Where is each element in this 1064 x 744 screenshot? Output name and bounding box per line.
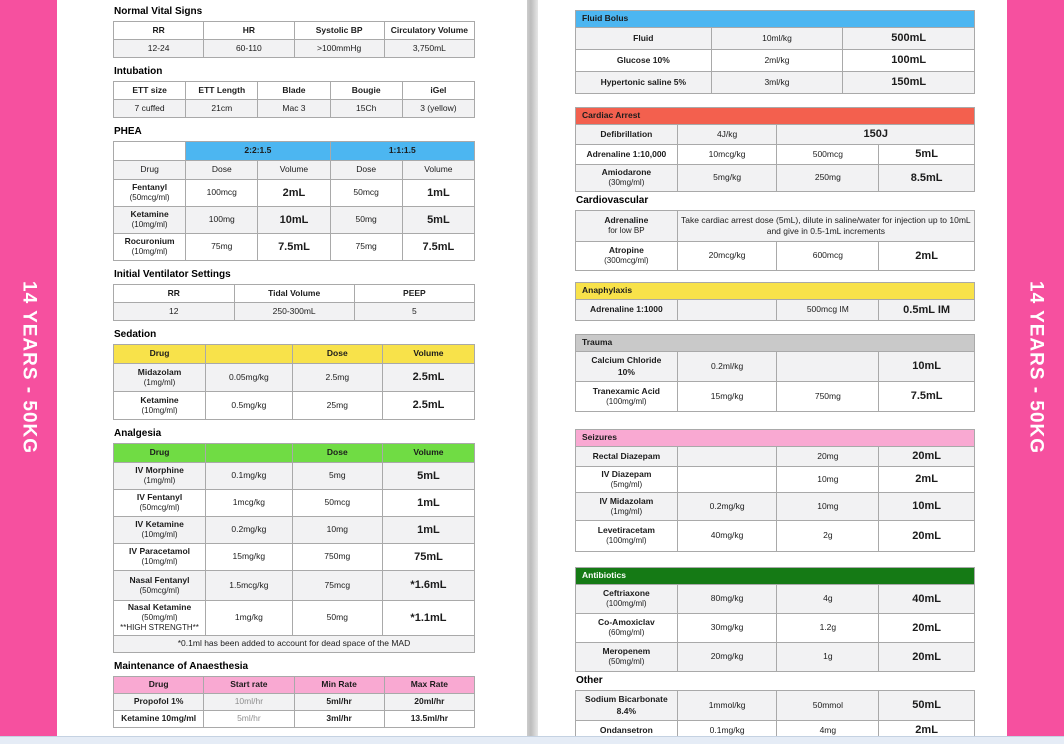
section-title-analgesia: Analgesia [114,428,162,439]
table-row [576,211,975,242]
table-cell: 250-300mL [234,303,354,321]
column-header: Min Rate [294,676,384,693]
table-cell [677,467,777,493]
table-cell: 750mg [292,544,382,571]
drug-cell: Nasal Ketamine (50mg/ml) **HIGH STRENGTH** [114,601,206,636]
column-header: Volume [258,161,330,180]
table-cell: Mac 3 [258,100,330,118]
table-row [114,544,475,571]
drug-cell: Ondansetron [576,721,678,741]
drug-cell: Nasal Fentanyl (50mcg/ml) [114,571,206,601]
volume-cell: 150mL [843,72,975,94]
table-cell: 15Ch [330,100,402,118]
table-row [114,517,475,544]
table-cell: 20mg [777,447,879,467]
table-row [114,601,475,636]
volume-cell: 2.5mL [382,364,474,392]
column-header: Volume [382,444,474,463]
page-left [0,0,527,736]
table-row [114,490,475,517]
table-cell: 0.1mg/kg [206,463,293,490]
table-row [576,125,975,145]
table-row [576,72,975,94]
table-cell: 60-110 [204,40,294,58]
table-row [576,568,975,585]
table-cell: 75mg [186,234,258,261]
table-cell: 10mg [777,467,879,493]
drug-cell: Glucose 10% [576,50,712,72]
table-row [114,100,475,118]
section-title-normal-vital-signs: Normal Vital Signs [114,6,203,17]
volume-cell: 20mL [879,521,975,552]
drug-cell: Calcium Chloride 10% [576,352,678,382]
table-row [576,643,975,672]
drug-cell: Rocuronium (10mg/ml) [114,234,186,261]
column-header: Dose [292,444,382,463]
age-weight-banner-left [0,0,57,736]
table-cell [206,444,293,463]
table-row [114,364,475,392]
table-cell: 20ml/hr [384,693,474,710]
table-row [114,285,475,303]
drug-cell: Ketamine (10mg/ml) [114,207,186,234]
phea-table [113,141,475,261]
drug-cell: Rectal Diazepam [576,447,678,467]
table-cell: 10ml/hr [204,693,294,710]
table-row [114,463,475,490]
table-row [114,142,475,161]
table-cell: 5ml/hr [294,693,384,710]
table-cell: 4mg [777,721,879,741]
drug-cell: IV Fentanyl (50mcg/ml) [114,490,206,517]
table-cell [677,300,777,321]
seizures-table [575,429,975,552]
drug-cell: IV Morphine (1mg/ml) [114,463,206,490]
volume-cell: 10mL [879,352,975,382]
table-row [114,635,475,652]
volume-cell: 100mL [843,50,975,72]
table-cell: 500mcg [777,145,879,165]
volume-cell: 75mL [382,544,474,571]
fluid-bolus-table [575,10,975,94]
volume-cell: 20mL [879,643,975,672]
table-row [576,108,975,125]
table-cell: 2g [777,521,879,552]
section-other [575,675,975,741]
table-cell: 50mmol [777,691,879,721]
column-header: ETT Length [186,82,258,100]
volume-cell: 2.5mL [382,392,474,420]
table-cell: 4g [777,585,879,614]
table-row [114,392,475,420]
column-header: Tidal Volume [234,285,354,303]
volume-cell: 10mL [258,207,330,234]
table-cell: 25mg [292,392,382,420]
column-header: Bougie [330,82,402,100]
drug-cell: Fluid [576,28,712,50]
volume-cell: 8.5mL [879,165,975,192]
volume-cell: 1mL [382,490,474,517]
table-cell [206,345,293,364]
table-cell [777,352,879,382]
volume-cell: 7.5mL [258,234,330,261]
section-header-bar: Seizures [576,430,975,447]
table-row [576,28,975,50]
table-row [576,335,975,352]
anaphylaxis-table [575,282,975,321]
footnote-cell: *0.1ml has been added to account for dead space of the MAD [114,635,475,652]
table-row [114,207,475,234]
volume-cell: 5mL [402,207,474,234]
table-row [114,303,475,321]
section-title-maintenance-of-anaesthesia: Maintenance of Anaesthesia [114,660,249,672]
drug-cell: Adrenaline 1:1000 [576,300,678,321]
ratio-header: 2:2:1.5 [186,142,330,161]
volume-cell: 2mL [879,467,975,493]
table-cell: 20mcg/kg [677,242,777,271]
column-header: Drug [114,444,206,463]
section-intubation [113,66,475,118]
table-row [576,165,975,192]
table-row [114,82,475,100]
section-title-sedation: Sedation [114,329,157,340]
right-page-content [575,8,975,741]
volume-cell: 10mL [879,493,975,521]
table-cell: 1g [777,643,879,672]
volume-cell: 20mL [879,447,975,467]
table-row [114,710,475,727]
volume-cell: 1mL [382,517,474,544]
table-cell: 100mcg [186,180,258,207]
table-cell: 10mg [292,517,382,544]
table-cell: 0.2mg/kg [206,517,293,544]
table-cell: 0.2ml/kg [677,352,777,382]
column-header: HR [204,22,294,40]
table-row [576,283,975,300]
column-header: RR [114,22,204,40]
column-header: Drug [114,345,206,364]
table-row [576,585,975,614]
drug-cell: Midazolam (1mg/ml) [114,364,206,392]
section-title-cardiovascular: Cardiovascular [576,195,649,206]
table-cell: 0.5mg/kg [206,392,293,420]
column-header: iGel [402,82,474,100]
table-row [576,300,975,321]
table-row [114,676,475,693]
ratio-header: 1:1:1.5 [330,142,474,161]
table-cell: 50mcg [292,490,382,517]
drug-cell: Amiodarone (30mg/ml) [576,165,678,192]
table-cell: 2.5mg [292,364,382,392]
table-row [576,614,975,643]
drug-cell: Ketamine 10mg/ml [114,710,204,727]
maintenance-of-anaesthesia-table [113,676,475,728]
drug-cell: Adrenaline for low BP [576,211,678,242]
table-cell: 1mcg/kg [206,490,293,517]
table-cell: 75mg [330,234,402,261]
viewer-bottom-strip [0,736,1064,744]
table-cell: 0.2mg/kg [677,493,777,521]
table-cell: 0.1mg/kg [677,721,777,741]
table-cell: 3ml/kg [711,72,843,94]
volume-cell: 50mL [879,691,975,721]
drug-cell: Adrenaline 1:10,000 [576,145,678,165]
section-anaphylaxis [575,282,975,321]
table-cell: 10mg [777,493,879,521]
table-cell [114,142,186,161]
table-cell: 5mg [292,463,382,490]
table-cell: 50mg [292,601,382,636]
table-row [576,447,975,467]
section-phea [113,126,475,261]
section-analgesia [113,428,475,653]
table-row [576,382,975,412]
column-header: Volume [382,345,474,364]
column-header: Circulatory Volume [384,22,474,40]
table-cell: 750mg [777,382,879,412]
intubation-table [113,81,475,118]
column-header: Systolic BP [294,22,384,40]
drug-cell: Defibrillation [576,125,678,145]
table-cell: 75mcg [292,571,382,601]
volume-cell: 0.5mL IM [879,300,975,321]
age-weight-label-right: 14 YEARS - 50KG [1025,281,1047,455]
volume-cell: 20mL [879,614,975,643]
table-row [576,50,975,72]
antibiotics-table [575,567,975,672]
table-row [114,161,475,180]
section-header-bar: Fluid Bolus [576,11,975,28]
sedation-table [113,344,475,420]
volume-cell: *1.1mL [382,601,474,636]
column-header: Dose [292,345,382,364]
table-cell: 1mmol/kg [677,691,777,721]
volume-cell: 7.5mL [402,234,474,261]
drug-cell: IV Midazolam (1mg/ml) [576,493,678,521]
section-initial-ventilator-settings [113,269,475,321]
drug-cell: IV Diazepam (5mg/ml) [576,467,678,493]
column-header: Blade [258,82,330,100]
table-cell: >100mmHg [294,40,384,58]
section-fluid-bolus [575,10,975,94]
drug-cell: IV Ketamine (10mg/ml) [114,517,206,544]
column-header: RR [114,285,235,303]
drug-cell: Levetiracetam (100mg/ml) [576,521,678,552]
analgesia-table [113,443,475,653]
table-row [576,430,975,447]
volume-cell: 1mL [402,180,474,207]
table-row [114,444,475,463]
section-title-initial-ventilator-settings: Initial Ventilator Settings [114,269,231,280]
other-table [575,690,975,741]
table-cell: 12 [114,303,235,321]
volume-cell: 2mL [879,242,975,271]
table-cell: 4J/kg [677,125,777,145]
table-row [576,493,975,521]
column-header: Volume [402,161,474,180]
table-cell: 5 [354,303,474,321]
drug-cell: Hypertonic saline 5% [576,72,712,94]
drug-cell: Co-Amoxiclav (60mg/ml) [576,614,678,643]
table-row [576,352,975,382]
table-cell: 50mcg [330,180,402,207]
table-row [114,180,475,207]
table-row [576,11,975,28]
volume-cell: 5mL [879,145,975,165]
table-row [576,691,975,721]
section-title-intubation: Intubation [114,66,163,77]
section-title-other: Other [576,675,603,686]
drug-cell: Atropine (300mcg/ml) [576,242,678,271]
section-header-bar: Anaphylaxis [576,283,975,300]
volume-cell: 5mL [382,463,474,490]
column-header: Dose [186,161,258,180]
volume-cell: 2mL [879,721,975,741]
left-page-content [113,6,475,728]
table-cell: 20mg/kg [677,643,777,672]
volume-cell: 500mL [843,28,975,50]
volume-cell: 2mL [258,180,330,207]
cardiovascular-table [575,210,975,271]
table-cell: 600mcg [777,242,879,271]
table-row [576,521,975,552]
table-cell: 15mg/kg [206,544,293,571]
table-cell: 7 cuffed [114,100,186,118]
column-header: Drug [114,676,204,693]
volume-cell: 150J [777,125,975,145]
section-normal-vital-signs [113,6,475,58]
trauma-table [575,334,975,412]
table-cell: 50mg [330,207,402,234]
drug-cell: Sodium Bicarbonate 8.4% [576,691,678,721]
table-cell: 5mg/kg [677,165,777,192]
volume-cell: 7.5mL [879,382,975,412]
volume-cell: *1.6mL [382,571,474,601]
table-row [576,145,975,165]
table-cell: 100mg [186,207,258,234]
section-header-bar: Antibiotics [576,568,975,585]
table-cell: 1.5mcg/kg [206,571,293,601]
table-cell: 12-24 [114,40,204,58]
normal-vital-signs-table [113,21,475,58]
table-cell: 15mg/kg [677,382,777,412]
drug-cell: Ceftriaxone (100mg/ml) [576,585,678,614]
table-cell: 40mg/kg [677,521,777,552]
table-cell: 10ml/kg [711,28,843,50]
drug-cell: Ketamine (10mg/ml) [114,392,206,420]
section-seizures [575,429,975,552]
table-row [576,242,975,271]
table-row [576,467,975,493]
table-row [114,40,475,58]
drug-cell: Fentanyl (50mcg/ml) [114,180,186,207]
column-header: Drug [114,161,186,180]
table-cell: 2ml/kg [711,50,843,72]
table-cell: 3,750mL [384,40,474,58]
table-cell: 3 (yellow) [402,100,474,118]
page-gap [527,0,538,736]
table-cell: 1mg/kg [206,601,293,636]
table-cell: 3ml/hr [294,710,384,727]
drug-cell: Tranexamic Acid (100mg/ml) [576,382,678,412]
column-header: PEEP [354,285,474,303]
table-cell: 13.5ml/hr [384,710,474,727]
cardiac-arrest-table [575,107,975,192]
table-cell: 30mg/kg [677,614,777,643]
table-cell: 250mg [777,165,879,192]
drug-cell: Propofol 1% [114,693,204,710]
section-sedation [113,329,475,420]
initial-ventilator-settings-table [113,284,475,321]
age-weight-banner-right [1007,0,1064,736]
table-cell: 0.05mg/kg [206,364,293,392]
table-row [114,693,475,710]
instruction-cell: Take cardiac arrest dose (5mL), dilute in saline/water for injection up to 10mL and give in 0.5-1mL increments [677,211,974,242]
section-trauma [575,334,975,412]
column-header: Max Rate [384,676,474,693]
table-row [114,234,475,261]
table-row [114,22,475,40]
table-cell: 5ml/hr [204,710,294,727]
section-title-phea: PHEA [114,126,142,137]
table-cell: 1.2g [777,614,879,643]
table-cell: 80mg/kg [677,585,777,614]
column-header: ETT size [114,82,186,100]
section-cardiovascular [575,195,975,271]
column-header: Dose [330,161,402,180]
page-right [538,0,1064,736]
section-antibiotics [575,567,975,672]
drug-cell: IV Paracetamol (10mg/ml) [114,544,206,571]
column-header: Start rate [204,676,294,693]
table-cell [677,447,777,467]
table-cell: 21cm [186,100,258,118]
section-header-bar: Trauma [576,335,975,352]
table-row [114,571,475,601]
table-row [114,345,475,364]
section-header-bar: Cardiac Arrest [576,108,975,125]
table-cell: 10mcg/kg [677,145,777,165]
section-maintenance-of-anaesthesia [113,661,475,728]
age-weight-label-left: 14 YEARS - 50KG [18,281,40,455]
drug-cell: Meropenem (50mg/ml) [576,643,678,672]
section-cardiac-arrest [575,107,975,192]
table-cell: 500mcg IM [777,300,879,321]
volume-cell: 40mL [879,585,975,614]
